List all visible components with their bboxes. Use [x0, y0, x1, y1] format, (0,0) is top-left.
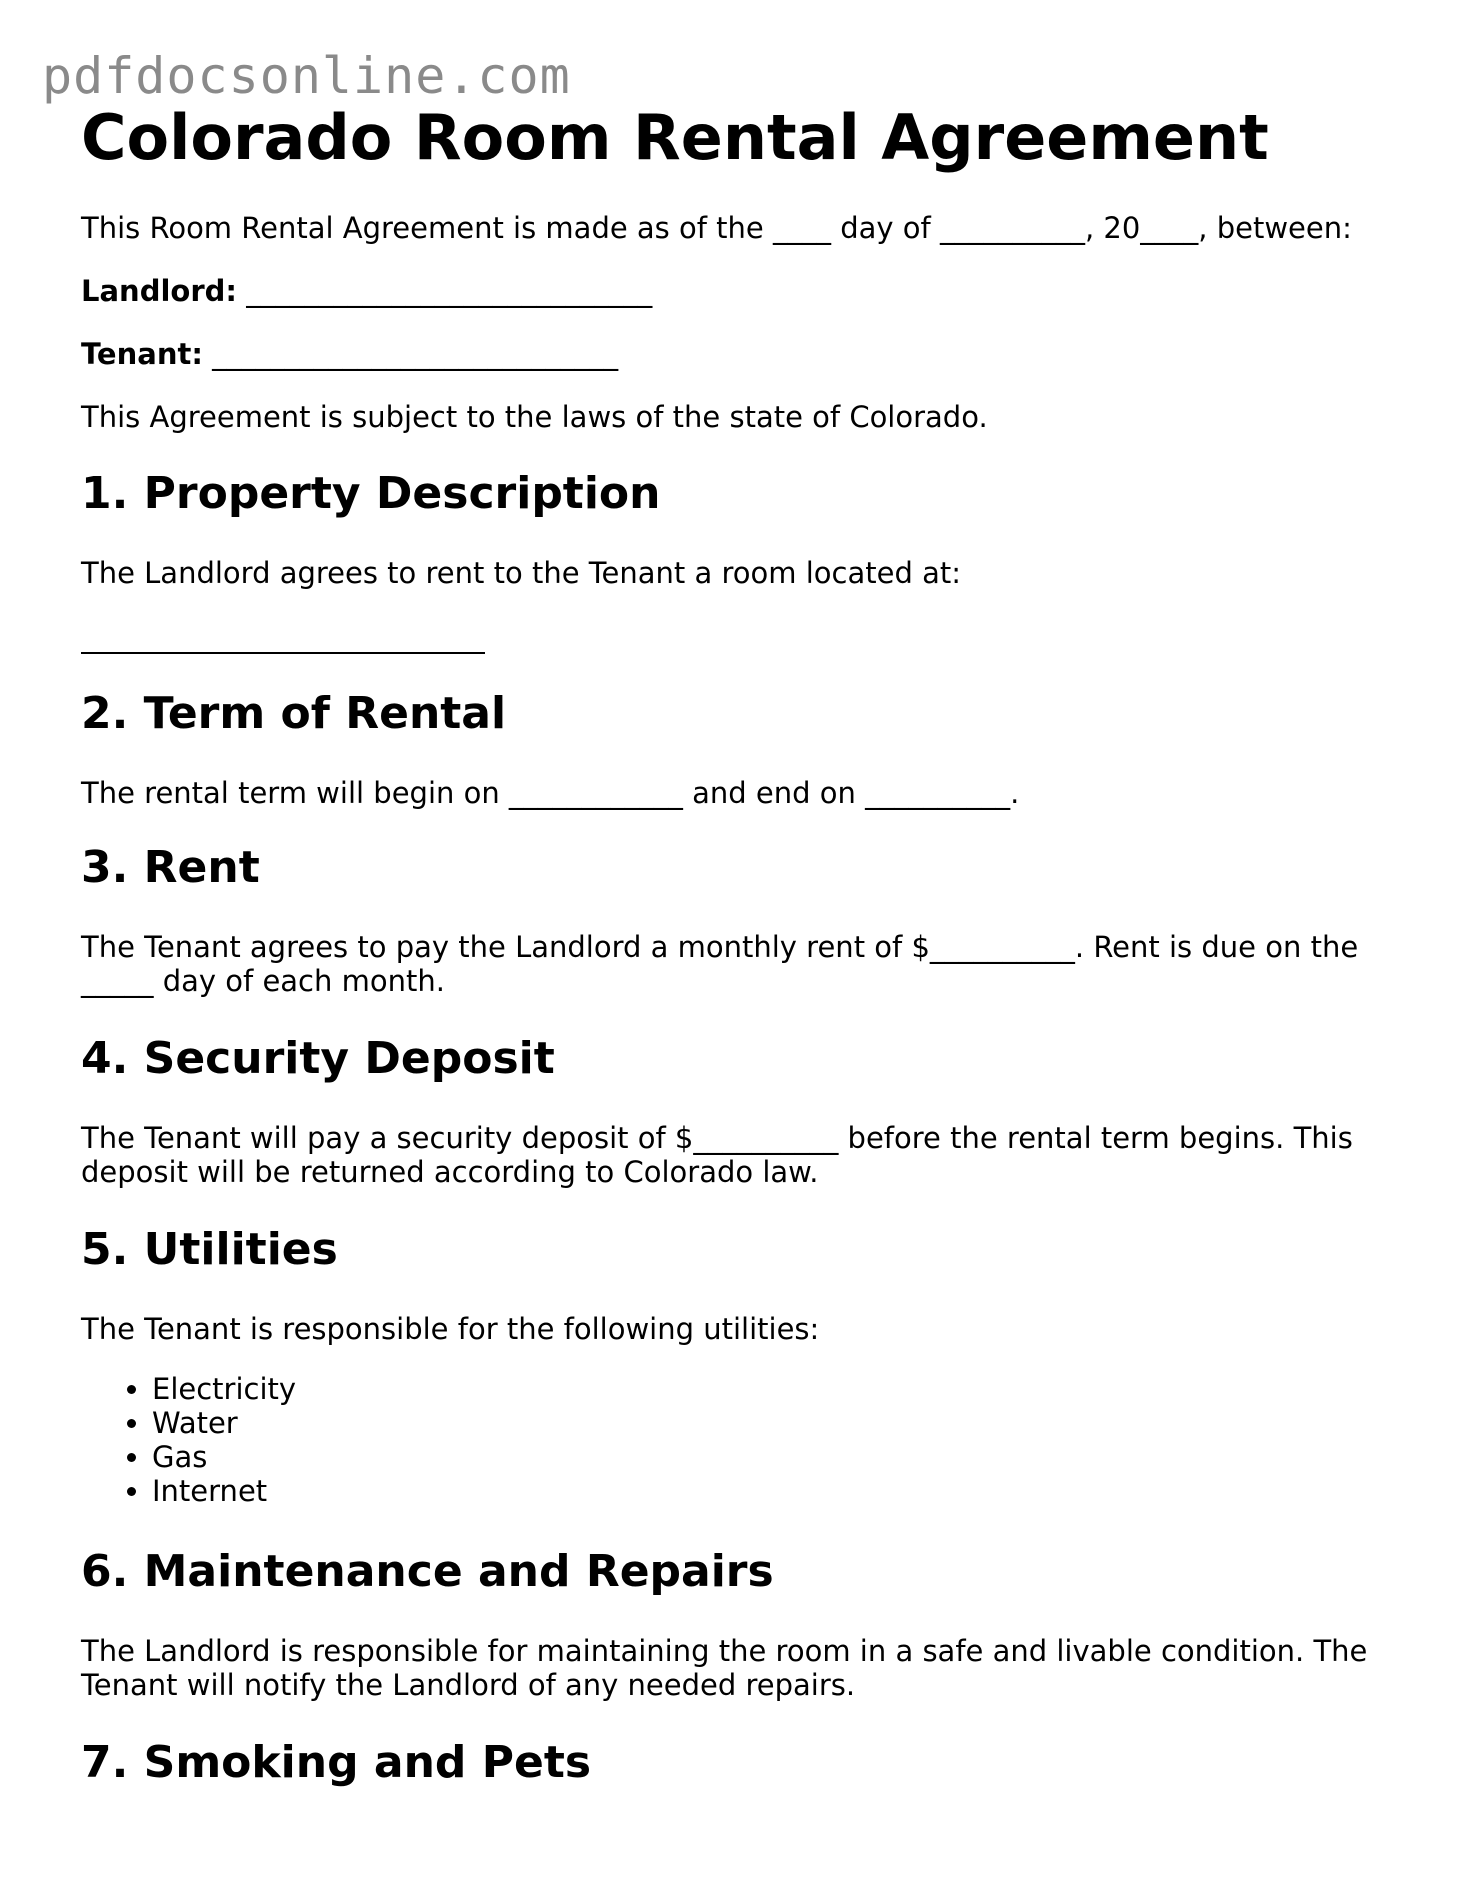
section-text-deposit: The Tenant will pay a security deposit of $__________ before the rental term begins. This deposit will be returned according to Colorado law.	[81, 1121, 1353, 1189]
section-text-rent: The Tenant agrees to pay the Landlord a monthly rent of $__________. Rent is due on the _____ day of each month.	[81, 930, 1359, 998]
section-text-property: The Landlord agrees to rent to the Tenant a room located at:	[81, 556, 961, 590]
page-title: Colorado Room Rental Agreement	[81, 101, 1269, 174]
tenant-blank: ____________________________	[212, 337, 619, 371]
watermark: pdfdocsonline.com	[42, 47, 571, 105]
section-heading-utilities: 5. Utilities	[81, 1224, 338, 1275]
tenant-line	[81, 337, 618, 371]
section-heading-smoking: 7. Smoking and Pets	[81, 1737, 592, 1788]
section-heading-rent: 3. Rent	[81, 842, 260, 893]
section-text-maintenance: The Landlord is responsible for maintaining the room in a safe and livable condition. The Tenant will notify the Landlord of any needed repairs.	[81, 1634, 1368, 1702]
section-heading-property: 1. Property Description	[81, 468, 661, 519]
governing-law-text: This Agreement is subject to the laws of the state of Colorado.	[81, 400, 988, 434]
section-heading-maintenance: 6. Maintenance and Repairs	[81, 1546, 774, 1597]
landlord-blank: ____________________________	[246, 274, 653, 308]
list-item: • Internet	[152, 1474, 296, 1508]
list-item: • Electricity	[152, 1372, 296, 1406]
landlord-label: Landlord:	[81, 274, 237, 308]
list-item: • Water	[152, 1406, 296, 1440]
section-text-utilities: The Tenant is responsible for the following utilities:	[81, 1312, 820, 1346]
intro-paragraph: This Room Rental Agreement is made as of the ____ day of __________, 20____, between:	[81, 211, 1352, 245]
section-heading-term: 2. Term of Rental	[81, 688, 507, 739]
section-text-term: The rental term will begin on ____________ and end on __________.	[81, 776, 1020, 810]
address-blank-line	[81, 652, 485, 654]
tenant-label: Tenant:	[81, 337, 203, 371]
list-item: • Gas	[152, 1440, 296, 1474]
landlord-line	[81, 274, 652, 308]
section-heading-deposit: 4. Security Deposit	[81, 1033, 555, 1084]
utilities-list	[81, 1372, 296, 1508]
